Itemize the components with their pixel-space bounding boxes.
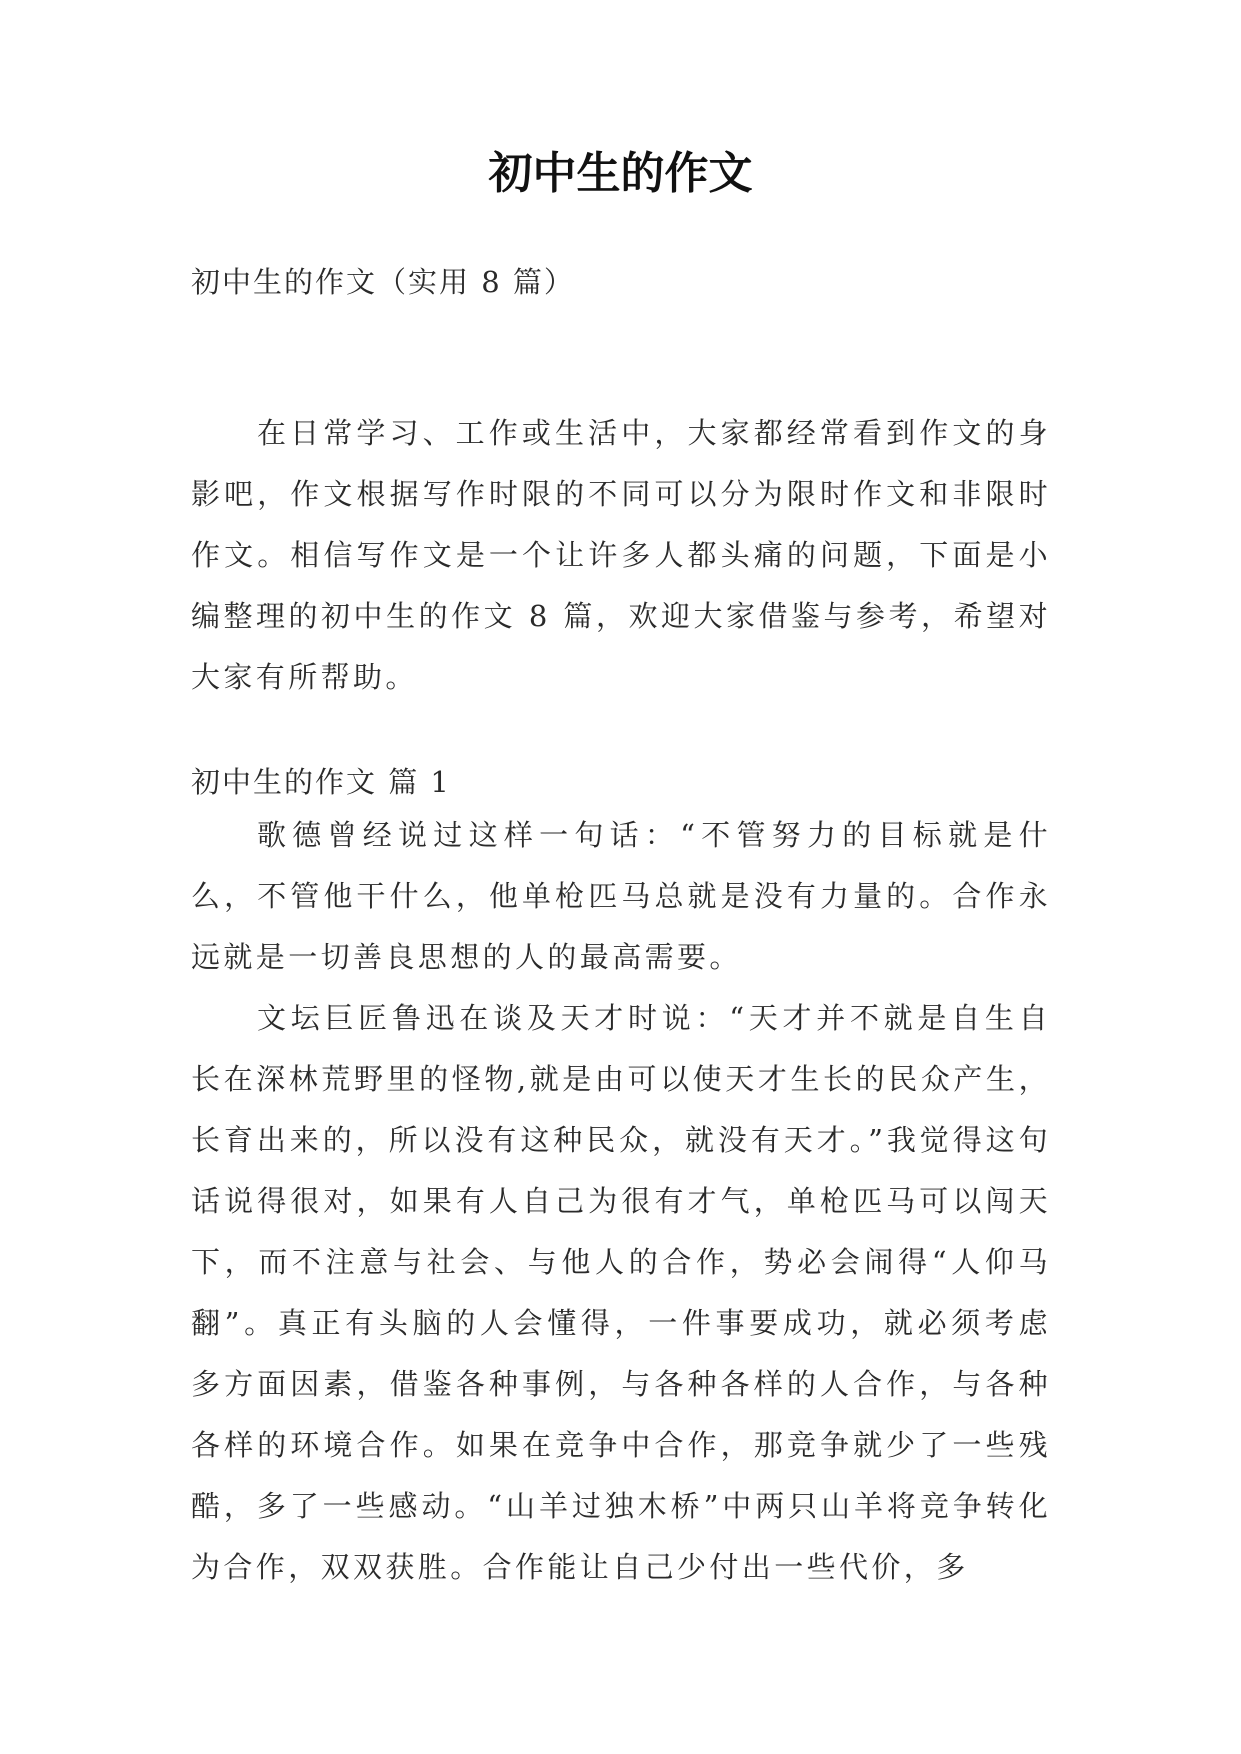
body-paragraph-1: 歌德曾经说过这样一句话：“不管努力的目标就是什么，不管他干什么，他单枪匹马总就是没有力量的。合作永远就是一切善良思想的人的最高需要。: [191, 818, 1051, 974]
section-heading: 初中生的作文 篇 1: [191, 765, 451, 799]
intro-paragraph: 在日常学习、工作或生活中，大家都经常看到作文的身影吧，作文根据写作时限的不同可以分为限时作文和非限时作文。相信写作文是一个让许多人都头痛的问题，下面是小编整理的初中生的作文 8 篇，欢迎大家借鉴与参考，希望对大家有所帮助。: [191, 416, 1051, 694]
document-title: 初中生的作文: [488, 148, 753, 199]
body-paragraph-2: 文坛巨匠鲁迅在谈及天才时说：“天才并不就是自生自长在深林荒野里的怪物,就是由可以使天才生长的民众产生，长育出来的，所以没有这种民众，就没有天才。”我觉得这句话说得很对，如果有人自己为很有才气，单枪匹马可以闯天下，而不注意与社会、与他人的合作，势必会闹得“人仰马翻”。真正有头脑的人会懂得，一件事要成功，就必须考虑多方面因素，借鉴各种事例，与各种各样的人合作，与各种各样的环境合作。如果在竞争中合作，那竞争就少了一些残酷，多了一些感动。“山羊过独木桥”中两只山羊将竞争转化为合作，双双获胜。合作能让自己少付出一些代价，多: [191, 1001, 1051, 1584]
document-subtitle: 初中生的作文（实用 8 篇）: [191, 265, 575, 299]
